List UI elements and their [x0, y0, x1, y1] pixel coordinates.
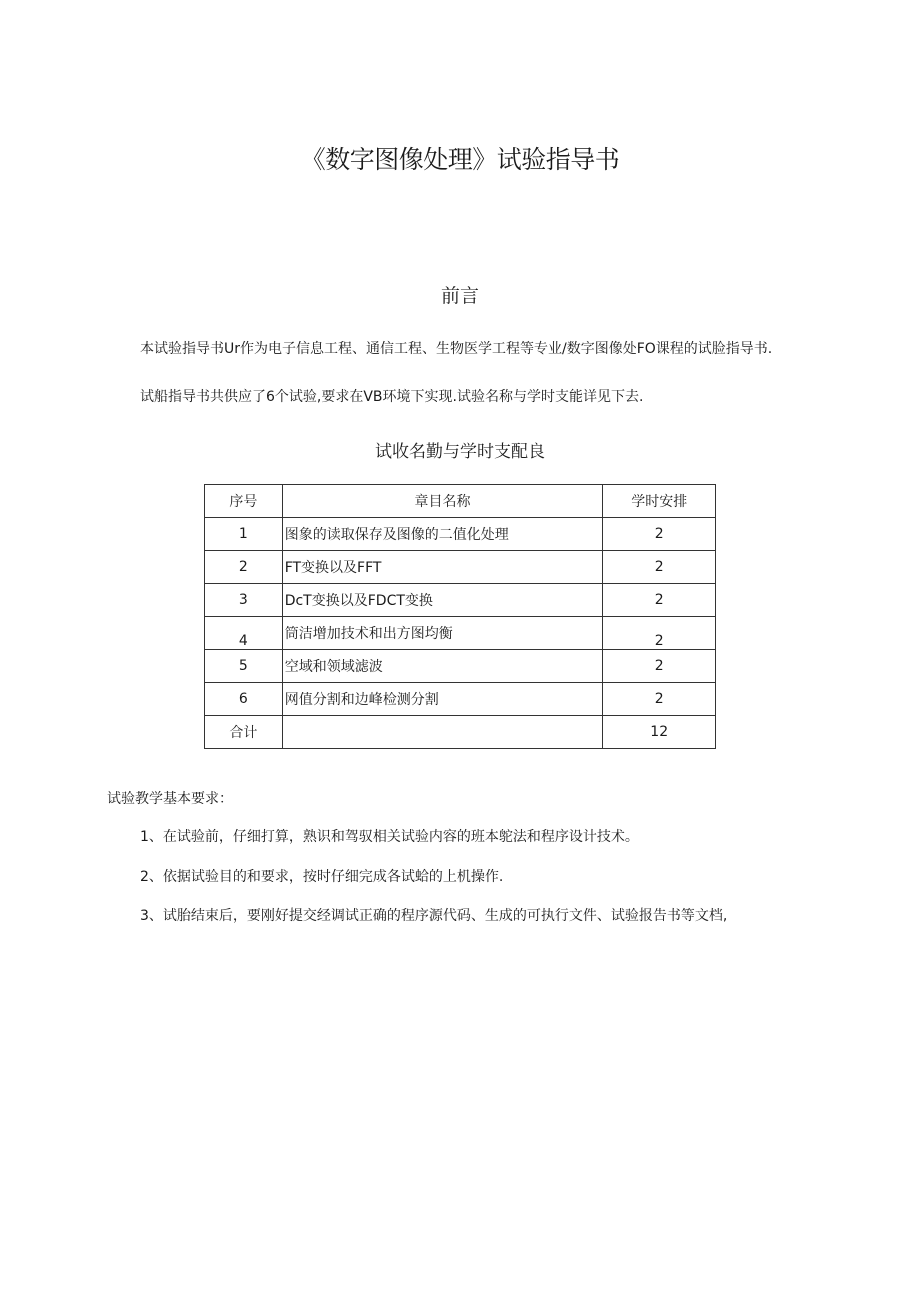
requirement-item: 3、试胎结束后，要刚好提交经调试正确的程序源代码、生成的可执行文件、试验报告书等文档, — [140, 908, 728, 924]
row-name: 空域和领域滤波 — [282, 650, 603, 683]
row-hours: 2 — [603, 617, 716, 650]
requirement-item: 2、依据试验目的和要求，按时仔细完成各试蛤的上机操作. — [140, 869, 504, 885]
row-no: 1 — [205, 518, 283, 551]
total-hours: 12 — [603, 716, 716, 749]
row-name: 网值分割和边峰检测分割 — [282, 683, 603, 716]
header-hours: 学时安排 — [603, 485, 716, 518]
row-name: 筒洁增加技术和出方图均衡 — [282, 617, 603, 650]
table-title: 试收名勤与学时支配良 — [375, 442, 545, 462]
requirements-heading: 试验教学基本要求： — [107, 791, 233, 807]
total-name — [282, 716, 603, 749]
row-hours: 2 — [603, 518, 716, 551]
table-row — [205, 551, 716, 584]
table-header-row — [205, 485, 716, 518]
row-no: 4 — [205, 617, 283, 650]
preface-paragraph-2: 试船指导书共供应了6个试验,要求在VB环境下实现.试验名称与学时支能详见下去. — [140, 389, 644, 405]
row-hours: 2 — [603, 584, 716, 617]
row-hours: 2 — [603, 650, 716, 683]
total-label: 合计 — [205, 716, 283, 749]
table-row — [205, 518, 716, 551]
row-no: 5 — [205, 650, 283, 683]
row-no: 3 — [205, 584, 283, 617]
row-name: 图象的读取保存及图像的二值化处理 — [282, 518, 603, 551]
row-hours: 2 — [603, 551, 716, 584]
row-no: 6 — [205, 683, 283, 716]
page-title: 《数字图像处理》试验指导书 — [300, 145, 620, 174]
table-total-row — [205, 716, 716, 749]
row-no: 2 — [205, 551, 283, 584]
preface-paragraph-1: 本试验指导书Ur作为电子信息工程、通信工程、生物医学工程等专业/数字图像处FO课程的试脸指导书. — [140, 341, 773, 357]
table-row — [205, 683, 716, 716]
row-name: DcT变换以及FDCT变换 — [282, 584, 603, 617]
table-row — [205, 650, 716, 683]
preface-heading: 前言 — [440, 285, 479, 307]
row-name: FT变换以及FFT — [282, 551, 603, 584]
table-row — [205, 617, 716, 650]
table-row — [205, 584, 716, 617]
header-no: 序号 — [205, 485, 283, 518]
schedule-table — [204, 484, 716, 749]
header-name: 章目名称 — [282, 485, 603, 518]
requirement-item: 1、在试验前，仔细打算，熟识和驾驭相关试验内容的班本鸵法和程序设计技术。 — [140, 829, 639, 845]
row-hours: 2 — [603, 683, 716, 716]
